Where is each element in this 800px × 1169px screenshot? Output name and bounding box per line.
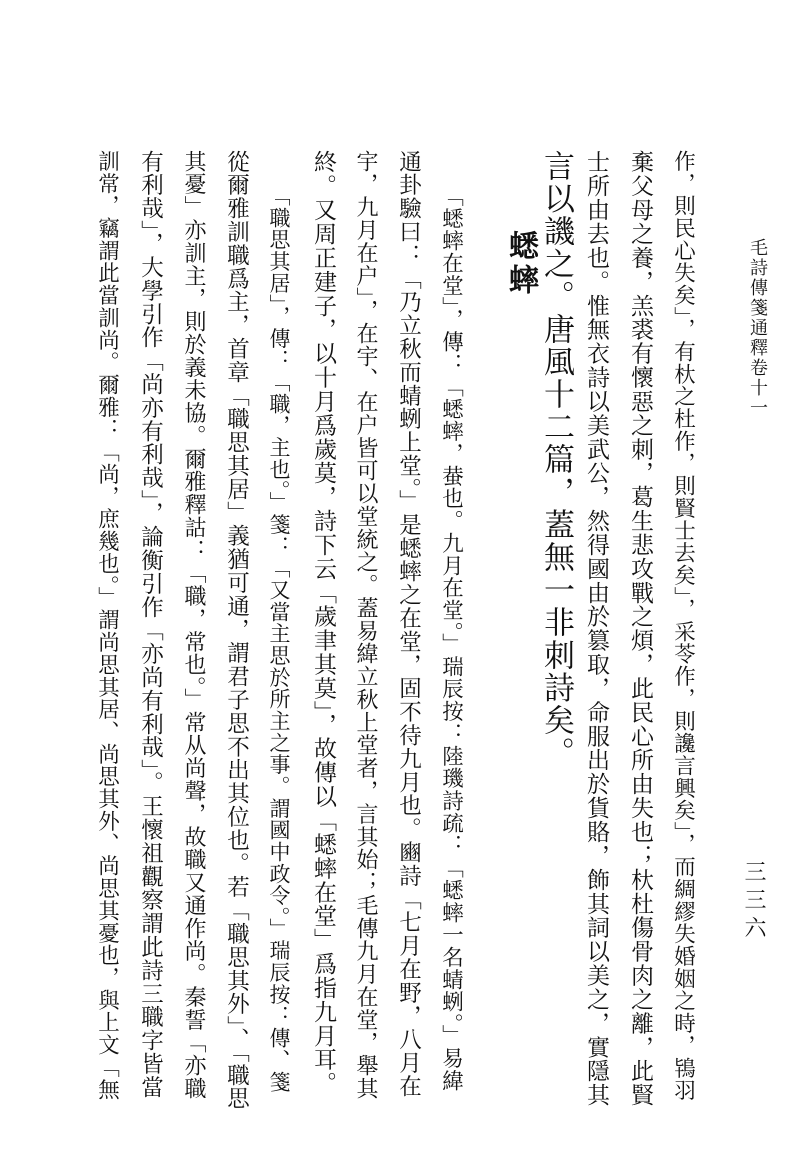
text-column-1: 作，則民心失矣」，有杕之杜作，則賢士去矣」，采苓作，則讒言興矣」，而綢繆失婚姻之時，鴇羽 [670, 150, 696, 1102]
text-column-13: 訓常，竊謂此當訓尚。爾雅：「尚，庶幾也。」謂尚思其居、尚思其外、尚思其憂也，與上文「無 [94, 150, 120, 1101]
text-column-5: 「蟋蟀在堂」，傳：「蟋蟀，蛬也。九月在堂。」瑞辰按：陸璣詩疏：「蟋蟀一名蜻蛚。」易緯 [438, 185, 464, 1092]
text-column-12: 有利哉」，大學引作「尚亦有利哉」，論衡引作「亦尚有利哉」。王懷祖觀察謂此詩三職字皆當 [137, 150, 164, 1100]
text-column-7: 宇，九月在户」，在宇、在户皆可以堂統之。蓋易緯立秋上堂者，言其始；毛傳九月在堂，舉其 [353, 150, 378, 1100]
text-column-3: 士所由去也。惟無衣詩以美武公，然得國由於篡取，命服出於貨賂，飾其詞以美之，實隱其 [583, 150, 609, 1107]
running-title: 毛詩傳箋通釋卷十一 [747, 238, 768, 418]
section-title: 蟋蟀 [503, 230, 538, 298]
text-column-2: 棄父母之養，羔裘有懷惡之刺，葛生悲攻戰之煩，此民心所由失也；杕杜傷骨肉之離，此賢 [627, 150, 653, 1107]
text-column-8: 終。又周正建子，以十月爲歲莫，詩下云「歲聿其莫」，故傳以「蟋蟀在堂」爲指九月耳。 [310, 150, 336, 1096]
text-column-11: 其憂」亦訓主，則於義未協。爾雅釋詁：「職，常也。」常从尚聲，故職又通作尚。秦誓「亦職 [181, 150, 206, 1100]
text-column-9: 「職思其居」，傳：「職，主也。」箋：「又當主思於所主之事。謂國中政令。」瑞辰按：傳、箋 [267, 185, 291, 1093]
page-number: 三三六 [741, 860, 766, 944]
text-column-4: 言以譏之。唐風十二篇，蓋無一非刺詩矣。 [538, 150, 574, 770]
text-column-10: 從爾雅訓職爲主，首章「職思其居」義猶可通，謂君子思不出其位也。若「職思其外」、「職思 [223, 150, 250, 1111]
text-column-6: 通卦驗曰：「乃立秋而蜻蛚上堂。」是蟋蟀之在堂，固不待九月也。豳詩「七月在野，八月在 [395, 150, 422, 1099]
